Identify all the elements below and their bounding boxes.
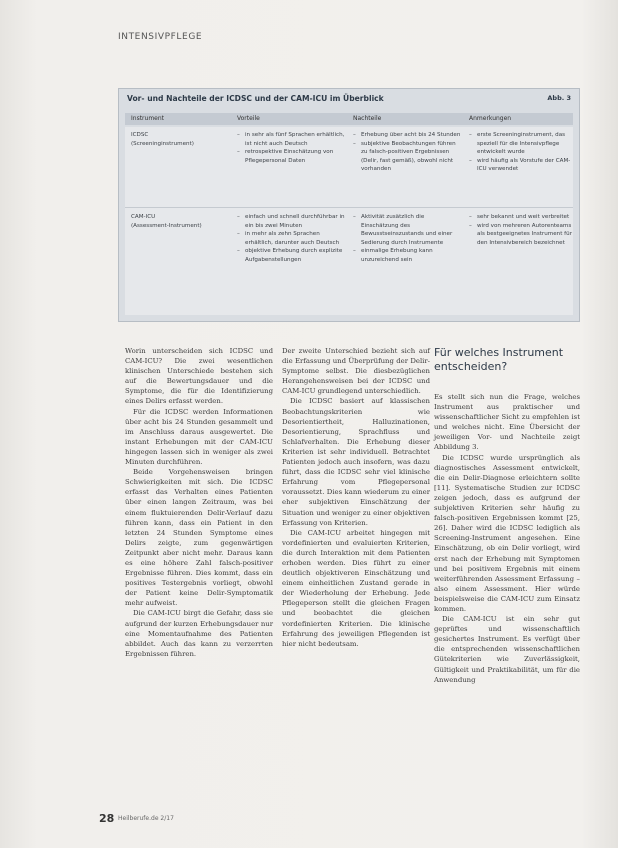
list-item: – wird häufig als Vorstufe der CAM-ICU verwendet (469, 157, 573, 174)
text-column-2 (282, 346, 430, 649)
instrument-name: ICDSC (131, 132, 149, 138)
paragraph: Der zweite Unterschied bezieht sich auf die Erfassung und Überprüfung der Delir-Symptome selbst. Die diesbezüglichen Herangehensweisen bei der ICDSC und CAM-ICU grundlegend unterschiedlich. (282, 347, 430, 396)
cell-instrument (131, 213, 231, 230)
cell-instrument (131, 131, 231, 148)
section-heading: Für welches Instrument entscheiden? (434, 346, 564, 373)
table-title: Vor- und Nachteile der ICDSC und der CAM-ICU im Überblick (127, 93, 384, 103)
column-header-anmerkungen: Anmerkungen (469, 115, 512, 122)
instrument-name: CAM-ICU (131, 214, 156, 220)
list-item: – Aktivität zusätzlich die Einschätzung des Bewusstseinszustands und einer Sedierung durch Instrumente (353, 213, 463, 247)
table-column-headers (125, 113, 573, 125)
paragraph: Die ICDSC basiert auf klassischen Beobachtungskriterien wie Desorientiertheit, Halluzinationen, Desorientierung, Sprachfluss und Schlafverhalten. Die Erhebung dieser Kriterien ist sehr individuell. Betrachtet Patienten jedoch auch insofern, was dazu führt, dass die ICDSC sehr viel klinische Erfahrung vom Pflegepersonal voraussetzt. Dies kann wiederum zu einer eher subjektiven Einschätzung der Situation und weniger zu einer objektiven Erfassung von Kriterien. (282, 397, 430, 527)
running-head: INTENSIVPFLEGE (118, 32, 203, 42)
text-column-1 (125, 346, 273, 659)
column-header-nachteile: Nachteile (353, 115, 382, 122)
paragraph: Es stellt sich nun die Frage, welches Instrument aus praktischer und wissenschaftlicher Sicht zu empfehlen ist und welches nicht. Eine Übersicht der jeweiligen Vor- und Nachteile zeigt Abbildung 3. (434, 393, 580, 452)
cell-anmerkungen (469, 131, 573, 174)
column-header-instrument: Instrument (131, 115, 165, 122)
paragraph: Die CAM-ICU arbeitet hingegen mit vordefinierten und evaluierten Kriterien, die durch Interaktion mit dem Patienten erhoben werden. Dies führt zu einer deutlich objektiveren Einschätzung und einem einheitlichen Zustand gerade in der Wiederholung der Erhebung. Jede Pflegeperson stellt die gleichen Fragen und beobachtet die gleichen vordefinierten Kriterien. Die klinische Erfahrung des jeweiligen Pflegenden ist hier nicht bedeutsam. (282, 528, 430, 648)
row-divider (125, 207, 573, 208)
list-item: – in sehr als fünf Sprachen erhältlich, ist nicht auch Deutsch (237, 131, 347, 148)
cell-nachteile (353, 213, 463, 265)
list-item: – sehr bekannt und weit verbreitet (469, 213, 573, 222)
paragraph: Worin unterscheiden sich ICDSC und CAM-ICU? Die zwei wesentlichen klinischen Unterschiede bestehen sich auf die Bewertungsdauer und die Symptome, die für die Identifizierung eines Delirs erfasst werden. (125, 347, 273, 406)
list-item: – in mehr als zehn Sprachen erhältlich, darunter auch Deutsch (237, 230, 347, 247)
journal-reference: Heilberufe.de 2/17 (118, 815, 174, 822)
table-header-bar (119, 89, 579, 107)
figure-label: Abb. 3 (547, 94, 571, 102)
column-header-vorteile: Vorteile (237, 115, 260, 122)
list-item: – objektive Erhebung durch explizite Aufgabenstellungen (237, 247, 347, 264)
paragraph: Beide Vorgehensweisen bringen Schwierigkeiten mit sich. Die ICDSC erfasst das Verhalten eines Patienten über einen langen Zeitraum, was bei einem fluktuierenden Delir-Verlauf dazu führen kann, dass ein Patient in den letzten 24 Stunden Symptome eines Delirs zeigte, zum gegenwärtigen Zeitpunkt aber nicht mehr. Daraus kann es eine höhere Zahl falsch-positiver Ergebnisse führen. Dies kommt, dass ein positives Testergebnis vorliegt, obwohl der Patient keine Delir-Symptomatik mehr aufweist. (125, 468, 273, 608)
list-item: – einfach und schnell durchführbar in ein bis zwei Minuten (237, 213, 347, 230)
paragraph: Die CAM-ICU birgt die Gefahr, dass sie aufgrund der kurzen Erhebungsdauer nur eine Momentaufnahme des Patienten abbildet. Auch das kann zu verzerrten Ergebnissen führen. (125, 609, 273, 658)
text-column-3 (434, 392, 580, 685)
list-item: – erste Screeninginstrument, das speziell für die Intensivpflege entwickelt wurde (469, 131, 573, 157)
list-item: – Erhebung über acht bis 24 Stunden (353, 131, 463, 140)
cell-vorteile (237, 131, 347, 165)
cell-nachteile (353, 131, 463, 174)
list-item: – subjektive Beobachtungen führen zu falsch-positiven Ergebnissen (Delir, fast gemäß), obwohl nicht vorhanden (353, 140, 463, 174)
comparison-table-box (118, 88, 580, 322)
instrument-type: (Screeninginstrument) (131, 140, 194, 147)
paragraph: Die ICDSC wurde ursprünglich als diagnostisches Assessment entwickelt, die ein Delir-Diagnose erleichtern sollte [11]. Systematische Studien zur ICDSC zeigen jedoch, dass es aufgrund der subjektiven Kriterien sehr häufig zu falsch-positiven Ergebnissen kommt [25, 26]. Daher wird die ICDSC lediglich als Screening-Instrument angesehen. Eine Einschätzung, ob ein Delir vorliegt, wird erst nach der Erhebung mit Symptomen und bei positivem Ergebnis mit einem weiterführenden Assessment Erfassung – also einem Assessment. Hier würde beispielsweise die CAM-ICU zum Einsatz kommen. (434, 453, 580, 613)
list-item: – einmalige Erhebung kann unzureichend sein (353, 247, 463, 264)
cell-anmerkungen (469, 213, 573, 247)
list-item: – retrospektive Einschätzung von Pflegepersonal Daten (237, 148, 347, 165)
paragraph: Für die ICDSC werden Informationen über acht bis 24 Stunden gesammelt und im Anschluss daraus ausgewertet. Die instant Erhebungen mit der CAM-ICU hingegen lassen sich in weniger als zwei Minuten durchführen. (125, 407, 273, 467)
instrument-type: (Assessment-Instrument) (131, 222, 202, 229)
cell-vorteile (237, 213, 347, 265)
paragraph: Die CAM-ICU ist ein sehr gut geprüftes und wissenschaftlich gesichertes Instrument. Es verfügt über die entsprechenden wissenschaftlichen Gütekriterien wie Zuverlässigkeit, Gültigkeit und Praktikabilität, um für die Anwendung (434, 615, 580, 684)
table-body (125, 127, 573, 315)
page-number: 28 (99, 812, 115, 825)
list-item: – wird von mehreren Autorenteams als bestgeeignetes Instrument für den Intensivbereich bezeichnet (469, 222, 573, 248)
